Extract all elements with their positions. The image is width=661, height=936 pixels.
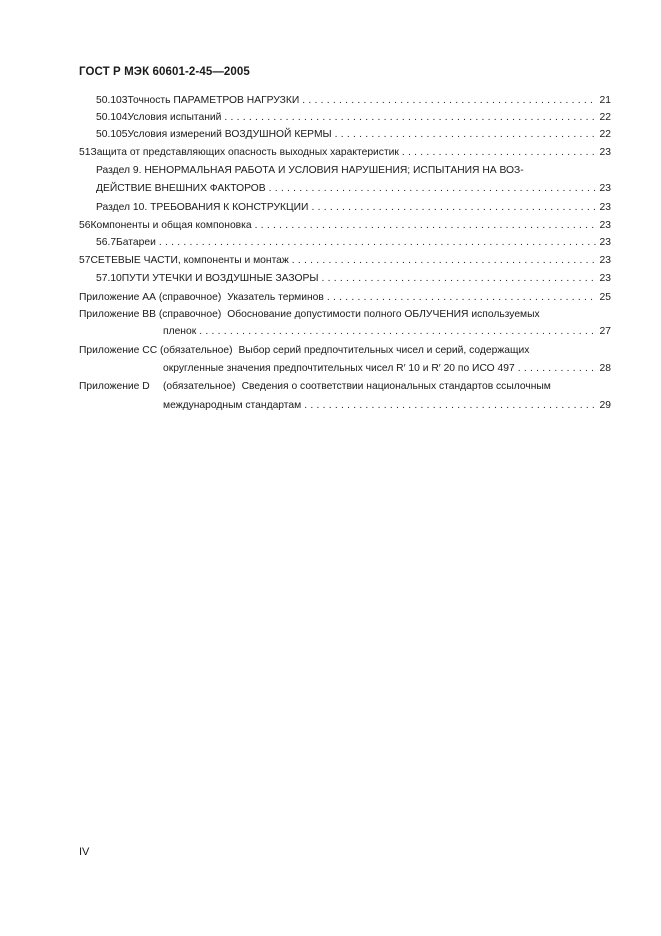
toc-entry-number: 50.104 [96, 112, 128, 123]
toc-entry-title: Компоненты и общая компоновка [90, 220, 252, 231]
toc-entry-title: ПУТИ УТЕЧКИ И ВОЗДУШНЫЕ ЗАЗОРЫ [121, 273, 319, 284]
toc-entry-page: 27 [599, 326, 611, 337]
toc-entry-title: Условия измерений ВОЗДУШНОЙ КЕРМЫ [127, 129, 332, 140]
dot-leader [255, 217, 597, 234]
toc-entry [79, 342, 529, 359]
toc-entry-number: 56 [79, 220, 91, 231]
toc-entry-number: 51 [79, 147, 91, 158]
toc-entry-title: СЕТЕВЫЕ ЧАСТИ, компоненты и монтаж [90, 255, 289, 266]
toc-entry-title: Сведения о соответствии национальных стандартов ссылочным [241, 381, 551, 392]
toc-entry-title: Обоснование допустимости полного ОБЛУЧЕНИЯ используемых [227, 309, 540, 320]
toc-entry-title-continuation: округленные значения предпочтительных чисел R′ 10 и R′ 20 по ИСО 497 [163, 363, 515, 374]
dot-leader [224, 109, 596, 126]
toc-entry-page: 23 [599, 147, 611, 158]
toc-entry [79, 252, 611, 269]
document-header: ГОСТ Р МЭК 60601-2-45—2005 [79, 66, 250, 78]
toc-entry-number: 56.7 [96, 237, 117, 248]
appendix-label: Приложение D [79, 381, 150, 392]
appendix-label: Приложение ВВ (справочное) [79, 309, 222, 320]
toc-entry [79, 378, 551, 395]
dot-leader [402, 144, 597, 161]
appendix-label: Приложение АА (справочное) [79, 292, 222, 303]
toc-entry [96, 180, 611, 197]
toc-entry-page: 22 [599, 112, 611, 123]
toc-entry-title: Раздел 10. ТРЕБОВАНИЯ К КОНСТРУКЦИИ [96, 202, 309, 213]
toc-entry-page: 23 [599, 220, 611, 231]
page-number: IV [79, 846, 90, 858]
toc-entry-page: 25 [599, 292, 611, 303]
dot-leader [159, 234, 597, 251]
toc-entry-page: 21 [599, 95, 611, 106]
toc-entry [79, 144, 611, 161]
toc-entry [79, 217, 611, 234]
appendix-type: (обязательное) [163, 381, 236, 392]
toc-entry [79, 289, 611, 306]
dot-leader [327, 289, 597, 306]
dot-leader [335, 126, 597, 143]
toc-entry-title-continuation: международным стандартам [163, 400, 302, 411]
toc-entry [163, 360, 611, 377]
dot-leader [292, 252, 597, 269]
dot-leader [269, 180, 597, 197]
toc-entry-title: Защита от представляющих опасность выходных характеристик [90, 147, 399, 158]
dot-leader [518, 360, 597, 377]
toc-entry-page: 22 [599, 129, 611, 140]
toc-entry-title: Раздел 9. НЕНОРМАЛЬНАЯ РАБОТА И УСЛОВИЯ НАРУШЕНИЯ; ИСПЫТАНИЯ НА ВОЗ- [96, 165, 524, 176]
toc-entry-title: Указатель терминов [227, 292, 324, 303]
toc-entry-title: Условия испытаний [127, 112, 222, 123]
toc-entry-title: Точность ПАРАМЕТРОВ НАГРУЗКИ [127, 95, 300, 106]
dot-leader [199, 323, 596, 340]
toc-entry [96, 126, 611, 143]
toc-entry [96, 234, 611, 251]
toc-entry-number: 50.105 [96, 129, 128, 140]
toc-entry-page: 23 [599, 202, 611, 213]
toc-entry [96, 199, 611, 216]
toc-entry-title: Батареи [116, 237, 156, 248]
toc-entry-page: 23 [599, 183, 611, 194]
toc-entry [96, 109, 611, 126]
appendix-label: Приложение СС (обязательное) [79, 345, 233, 356]
dot-leader [302, 92, 596, 109]
toc-entry-page: 23 [599, 255, 611, 266]
toc-entry [96, 270, 611, 287]
toc-entry-title: Выбор серий предпочтительных чисел и серий, содержащих [238, 345, 530, 356]
toc-entry [79, 306, 540, 323]
dot-leader [304, 397, 596, 414]
toc-entry-page: 29 [599, 400, 611, 411]
toc-entry-number: 50.103 [96, 95, 128, 106]
toc-entry-page: 28 [599, 363, 611, 374]
dot-leader [311, 199, 596, 216]
toc-entry-number: 57.10 [96, 273, 122, 284]
toc-entry [96, 92, 611, 109]
toc-entry [163, 323, 611, 340]
toc-entry-page: 23 [599, 237, 611, 248]
dot-leader [322, 270, 597, 287]
toc-entry-title-continuation: ДЕЙСТВИЕ ВНЕШНИХ ФАКТОРОВ [96, 183, 266, 194]
toc-entry-number: 57 [79, 255, 91, 266]
toc-entry-title-continuation: пленок [163, 326, 197, 337]
toc-entry [163, 397, 611, 414]
toc-entry-page: 23 [599, 273, 611, 284]
